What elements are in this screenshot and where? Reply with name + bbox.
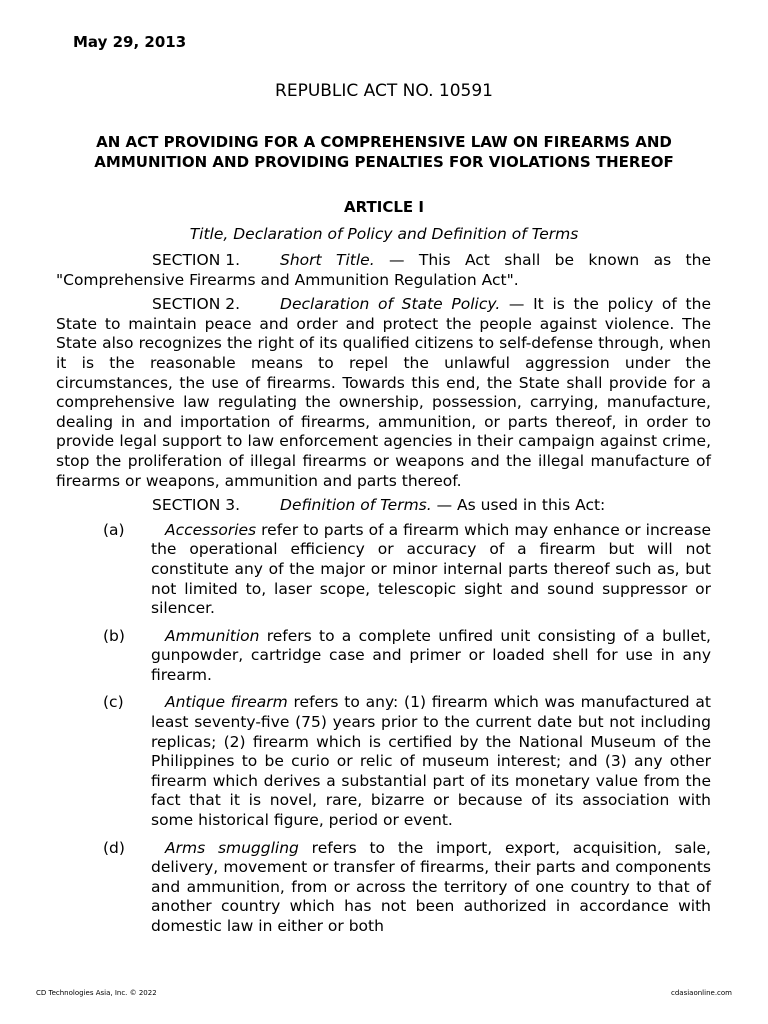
article-heading: ARTICLE I <box>344 198 424 216</box>
section-1 <box>56 251 711 290</box>
section-number: SECTION 2. <box>152 295 241 314</box>
section-number: SECTION 3. <box>152 496 241 515</box>
section-title: Declaration of State Policy. <box>280 295 501 314</box>
definition-text: refer to parts of a firearm which may enhance or increase the operational efficiency or accuracy of a firearm but will not constitute any of the major or minor internal parts thereof such as, but not limited to, laser scope, telescopic sight and sound suppressor or silencer. <box>151 520 711 618</box>
definition-text: refers to the import, export, acquisition, sale, delivery, movement or transfer of firearms, their parts and components and ammunition, from or across the territory of one country to that of another country which has not been authorized in accordance with domestic law in either or both <box>151 838 711 935</box>
document-body <box>56 251 711 945</box>
definition-label: (c) <box>103 693 124 712</box>
section-title: Definition of Terms. <box>280 496 432 515</box>
footer-site-link[interactable]: cdasiaonline.com <box>671 989 732 997</box>
document-date: May 29, 2013 <box>73 33 187 51</box>
section-title: Short Title. <box>280 251 375 269</box>
definition-term: Arms smuggling <box>165 838 299 857</box>
definition-label: (a) <box>103 520 125 539</box>
definition-item <box>56 627 711 686</box>
section-text: — This Act shall be known as the "Comprehensive Firearms and Ammunition Regulation Act". <box>56 251 711 289</box>
definition-label: (d) <box>103 838 125 857</box>
article-subtitle: Title, Declaration of Policy and Definition of Terms <box>189 225 579 243</box>
definition-text: refers to a complete unfired unit consisting of a bullet, gunpowder, cartridge case and primer or loaded shell for use in any firearm. <box>151 626 711 684</box>
definition-term: Ammunition <box>165 626 260 645</box>
definition-label: (b) <box>103 626 125 645</box>
section-number: SECTION 1. <box>152 251 241 269</box>
section-text: — It is the policy of the State to maintain peace and order and protect the people against violence. The State also recognizes the right of its qualified citizens to self-defense through, when it is the reasonable means to repel the unlawful aggression under the circumstances, the use of firearms. Towards this end, the State shall provide for a comprehensive law regulating the ownership, possession, carrying, manufacture, dealing in and importation of firearms, ammunition, or parts thereof, in order to provide legal support to law enforcement agencies in their campaign against crime, stop the proliferation of illegal firearms or weapons and the illegal manufacture of firearms or weapons, ammunition and parts thereof. <box>56 295 711 490</box>
definition-item <box>56 521 711 619</box>
definition-term: Accessories <box>165 520 257 539</box>
footer-copyright: CD Technologies Asia, Inc. © 2022 <box>36 989 157 997</box>
section-2 <box>56 295 711 491</box>
section-text: — As used in this Act: <box>431 496 606 515</box>
act-title: AN ACT PROVIDING FOR A COMPREHENSIVE LAW ON FIREARMS AND AMMUNITION AND PROVIDING PENALTIES FOR VIOLATIONS THEREOF <box>94 133 674 171</box>
act-number: REPUBLIC ACT NO. 10591 <box>275 81 493 101</box>
definition-item <box>56 693 711 830</box>
section-3 <box>56 496 711 516</box>
definition-item <box>56 839 711 937</box>
definition-text: refers to any: (1) firearm which was manufactured at least seventy-five (75) years prior to the current date but not including replicas; (2) firearm which is certified by the National Museum of the Philippines to be curio or relic of museum interest; and (3) any other firearm which derives a substantial part of its monetary value from the fact that it is novel, rare, bizarre or because of its association with some historical figure, period or event. <box>151 693 712 830</box>
definitions-list <box>56 521 711 937</box>
definition-term: Antique firearm <box>165 693 288 712</box>
